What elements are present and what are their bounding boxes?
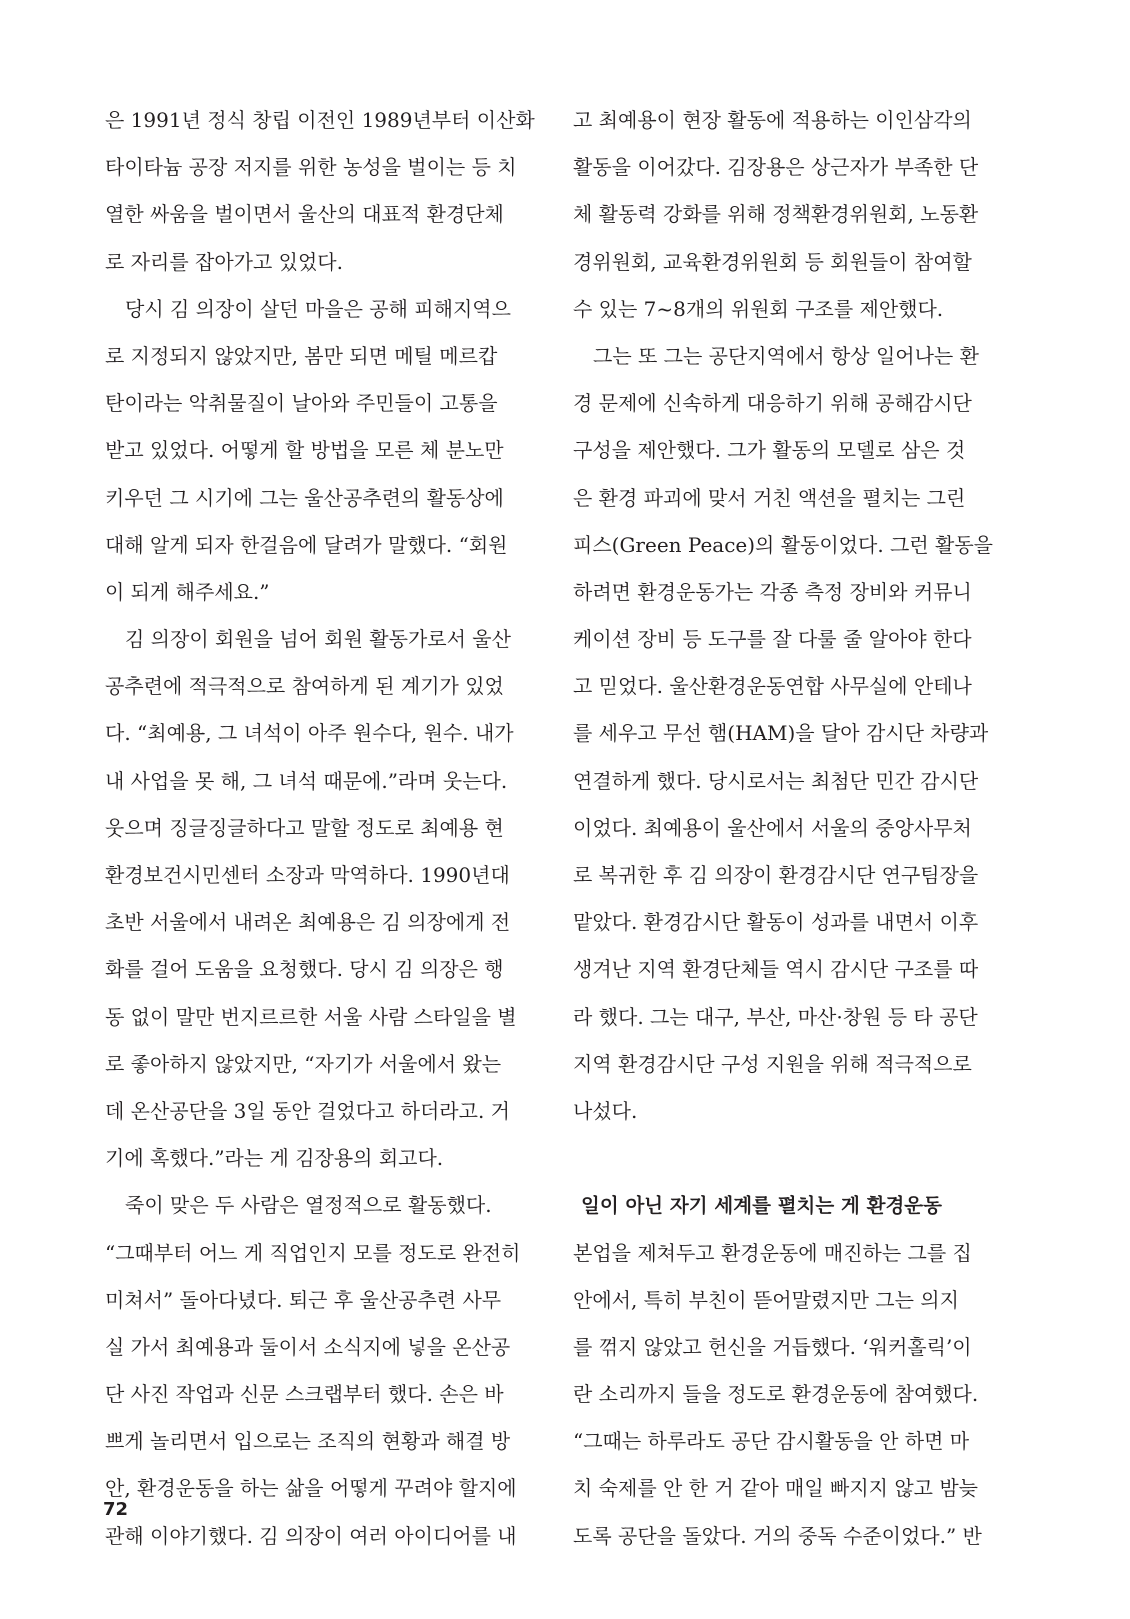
text-line: 죽이 맞은 두 사람은 열정적으로 활동했다. — [125, 1193, 492, 1218]
text-line: 경위원회, 교육환경위원회 등 회원들이 참여할 — [573, 249, 972, 274]
section-heading: 일이 아닌 자기 세계를 펼치는 게 환경운동 — [581, 1194, 942, 1218]
text-line: 로 좋아하지 않았지만, “자기가 서울에서 왔는 — [105, 1051, 502, 1076]
text-line: 웃으며 징글징글하다고 말할 정도로 최예용 현 — [105, 815, 504, 840]
text-line: 활동을 이어갔다. 김장용은 상근자가 부족한 단 — [573, 155, 979, 180]
text-line: 동 없이 말만 번지르르한 서울 사람 스타일을 별 — [105, 1004, 517, 1029]
text-line: 은 1991년 정식 창립 이전인 1989년부터 이산화 — [105, 108, 535, 132]
text-line: 로 자리를 잡아가고 있었다. — [105, 249, 343, 274]
text-line: “그때는 하루라도 공단 감시활동을 안 하면 마 — [573, 1429, 970, 1454]
text-line: 이 되게 해주세요.” — [105, 579, 270, 604]
text-line: “그때부터 어느 게 직업인지 모를 정도로 완전히 — [105, 1240, 521, 1265]
text-line: 나섰다. — [573, 1098, 638, 1123]
spacer — [573, 1135, 1005, 1182]
text-line: 고 믿었다. 울산환경운동연합 사무실에 안테나 — [573, 674, 972, 699]
text-line: 안, 환경운동을 하는 삶을 어떻게 꾸려야 할지에 — [105, 1476, 517, 1501]
text-line: 로 지정되지 않았지만, 봄만 되면 메틸 메르캅 — [105, 343, 498, 368]
text-line: 생겨난 지역 환경단체들 역시 감시단 구조를 따 — [573, 957, 979, 982]
text-line: 키우던 그 시기에 그는 울산공추련의 활동상에 — [105, 485, 504, 510]
text-line: 를 꺾지 않았고 헌신을 거듭했다. ‘워커홀릭’이 — [573, 1334, 972, 1359]
text-line: 데 온산공단을 3일 동안 걸었다고 하더라고. 거 — [105, 1098, 510, 1123]
text-line: 이었다. 최예용이 울산에서 서울의 중앙사무처 — [573, 815, 972, 840]
text-line: 를 세우고 무선 햄(HAM)을 달아 감시단 차량과 — [573, 721, 989, 746]
text-line: 피스(Green Peace)의 활동이었다. 그런 활동을 — [573, 532, 993, 557]
text-line: 초반 서울에서 내려온 최예용은 김 의장에게 전 — [105, 910, 511, 935]
text-line: 당시 김 의장이 살던 마을은 공해 피해지역으 — [125, 296, 511, 321]
text-line: 기에 혹했다.”라는 게 김장용의 회고다. — [105, 1146, 444, 1171]
text-line: 화를 걸어 도움을 요청했다. 당시 김 의장은 행 — [105, 957, 504, 982]
text-line: 미쳐서” 돌아다녔다. 퇴근 후 울산공추련 사무 — [105, 1287, 502, 1312]
right-column — [573, 97, 1005, 1560]
page-number: 72 — [103, 1499, 129, 1520]
text-line: 수 있는 7~8개의 위원회 구조를 제안했다. — [573, 296, 944, 321]
text-line: 쁘게 놀리면서 입으로는 조직의 현황과 해결 방 — [105, 1429, 511, 1454]
text-line: 고 최예용이 현장 활동에 적용하는 이인삼각의 — [573, 108, 972, 132]
text-line: 맡았다. 환경감시단 활동이 성과를 내면서 이후 — [573, 910, 979, 935]
text-line: 본업을 제쳐두고 환경운동에 매진하는 그를 집 — [573, 1240, 972, 1265]
text-line: 로 복귀한 후 김 의장이 환경감시단 연구팀장을 — [573, 863, 979, 887]
text-line: 지역 환경감시단 구성 지원을 위해 적극적으로 — [573, 1051, 972, 1076]
text-line: 안에서, 특히 부친이 뜯어말렸지만 그는 의지 — [573, 1287, 959, 1312]
text-line: 란 소리까지 들을 정도로 환경운동에 참여했다. — [573, 1382, 979, 1407]
text-line: 은 환경 파괴에 맞서 거친 액션을 펼치는 그린 — [573, 485, 966, 510]
text-line: 타이타늄 공장 저지를 위한 농성을 벌이는 등 치 — [105, 155, 517, 180]
text-line: 받고 있었다. 어떻게 할 방법을 모른 체 분노만 — [105, 438, 504, 463]
text-line: 체 활동력 강화를 위해 정책환경위원회, 노동환 — [573, 202, 979, 227]
text-line: 내 사업을 못 해, 그 녀석 때문에.”라며 웃는다. — [105, 768, 508, 793]
text-line: 열한 싸움을 벌이면서 울산의 대표적 환경단체 — [105, 202, 504, 227]
text-line: 대해 알게 되자 한걸음에 달려가 말했다. “회원 — [105, 532, 508, 557]
text-line: 김 의장이 회원을 넘어 회원 활동가로서 울산 — [125, 627, 511, 652]
text-line: 환경보건시민센터 소장과 막역하다. 1990년대 — [105, 863, 510, 887]
text-line: 도록 공단을 돌았다. 거의 중독 수준이었다.” 반 — [573, 1523, 982, 1548]
text-line: 치 숙제를 안 한 거 같아 매일 빠지지 않고 밤늦 — [573, 1476, 978, 1501]
text-line: 케이션 장비 등 도구를 잘 다룰 줄 알아야 한다 — [573, 627, 972, 652]
text-line: 하려면 환경운동가는 각종 측정 장비와 커뮤니 — [573, 579, 972, 604]
text-line: 단 사진 작업과 신문 스크랩부터 했다. 손은 바 — [105, 1382, 504, 1407]
text-line: 구성을 제안했다. 그가 활동의 모델로 삼은 것 — [573, 438, 966, 463]
text-line: 그는 또 그는 공단지역에서 항상 일어나는 환 — [593, 343, 979, 368]
text-line: 다. “최예용, 그 녀석이 아주 원수다, 원수. 내가 — [105, 721, 514, 746]
left-column — [105, 97, 537, 1560]
text-line: 라 했다. 그는 대구, 부산, 마산·창원 등 타 공단 — [573, 1004, 978, 1029]
text-line: 공추련에 적극적으로 참여하게 된 계기가 있었 — [105, 674, 504, 699]
text-line: 경 문제에 신속하게 대응하기 위해 공해감시단 — [573, 391, 972, 416]
text-line: 탄이라는 악취물질이 날아와 주민들이 고통을 — [105, 391, 498, 416]
text-line: 연결하게 했다. 당시로서는 최첨단 민간 감시단 — [573, 768, 979, 793]
text-line: 실 가서 최예용과 둘이서 소식지에 넣을 온산공 — [105, 1334, 511, 1359]
text-line: 관해 이야기했다. 김 의장이 여러 아이디어를 내 — [105, 1523, 517, 1548]
